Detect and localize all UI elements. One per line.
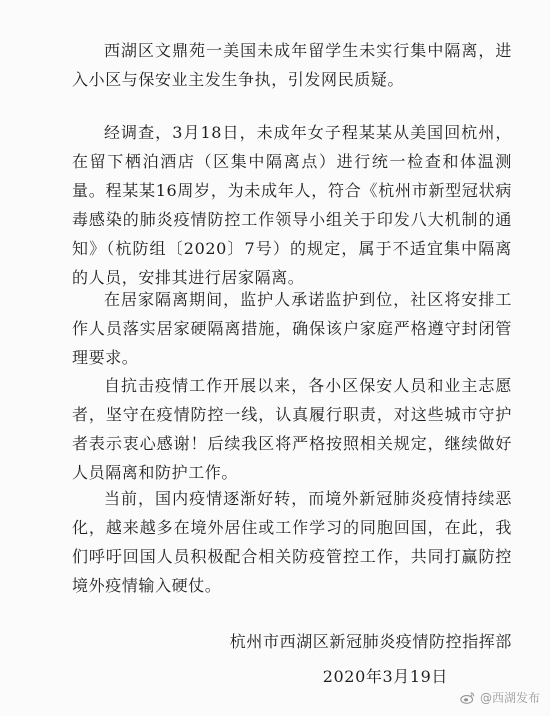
watermark xyxy=(460,689,540,706)
paragraph-intro: 西湖区文鼎苑一美国未成年留学生未实行集中隔离，进入小区与保安业主发生争执，引发网民质疑。 xyxy=(72,41,512,89)
paragraph-investigation: 经调查，3月18日，未成年女子程某某从美国回杭州，在留下栖泊酒店（区集中隔离点）进行统一检查和体温测量。程某某16周岁，为未成年人，符合《杭州市新型冠状病毒感染的肺炎疫情防控工作领导小组关于印发八大机制的通知》（杭防组〔2020〕7号）的规定，属于不适宜集中隔离的人员，安排其进行居家隔离。 xyxy=(72,123,512,287)
watermark-text: @西湖发布 xyxy=(479,691,540,705)
paragraph-appeal: 当前，国内疫情逐渐好转，而境外新冠肺炎疫情持续恶化，越来越多在境外居住或工作学习的同胞回国，在此，我们呼吁回国人员积极配合相关防疫管控工作，共同打赢防控境外疫情输入硬仗。 xyxy=(72,489,512,595)
signature-organization: 杭州市西湖区新冠肺炎疫情防控指挥部 xyxy=(229,632,512,651)
paragraph-home-isolation: 在居家隔离期间，监护人承诺监护到位，社区将安排工作人员落实居家硬隔离措施，确保该户家庭严格遵守封闭管理要求。 xyxy=(72,290,512,367)
paragraph-thanks: 自抗击疫情工作开展以来，各小区保安人员和业主志愿者，坚守在疫情防控一线，认真履行职责，对这些城市守护者表示衷心感谢！后续我区将严格按照相关规定，继续做好人员隔离和防护工作。 xyxy=(72,376,512,482)
signature-date: 2020年3月19日 xyxy=(322,667,448,686)
weibo-icon xyxy=(460,691,476,704)
